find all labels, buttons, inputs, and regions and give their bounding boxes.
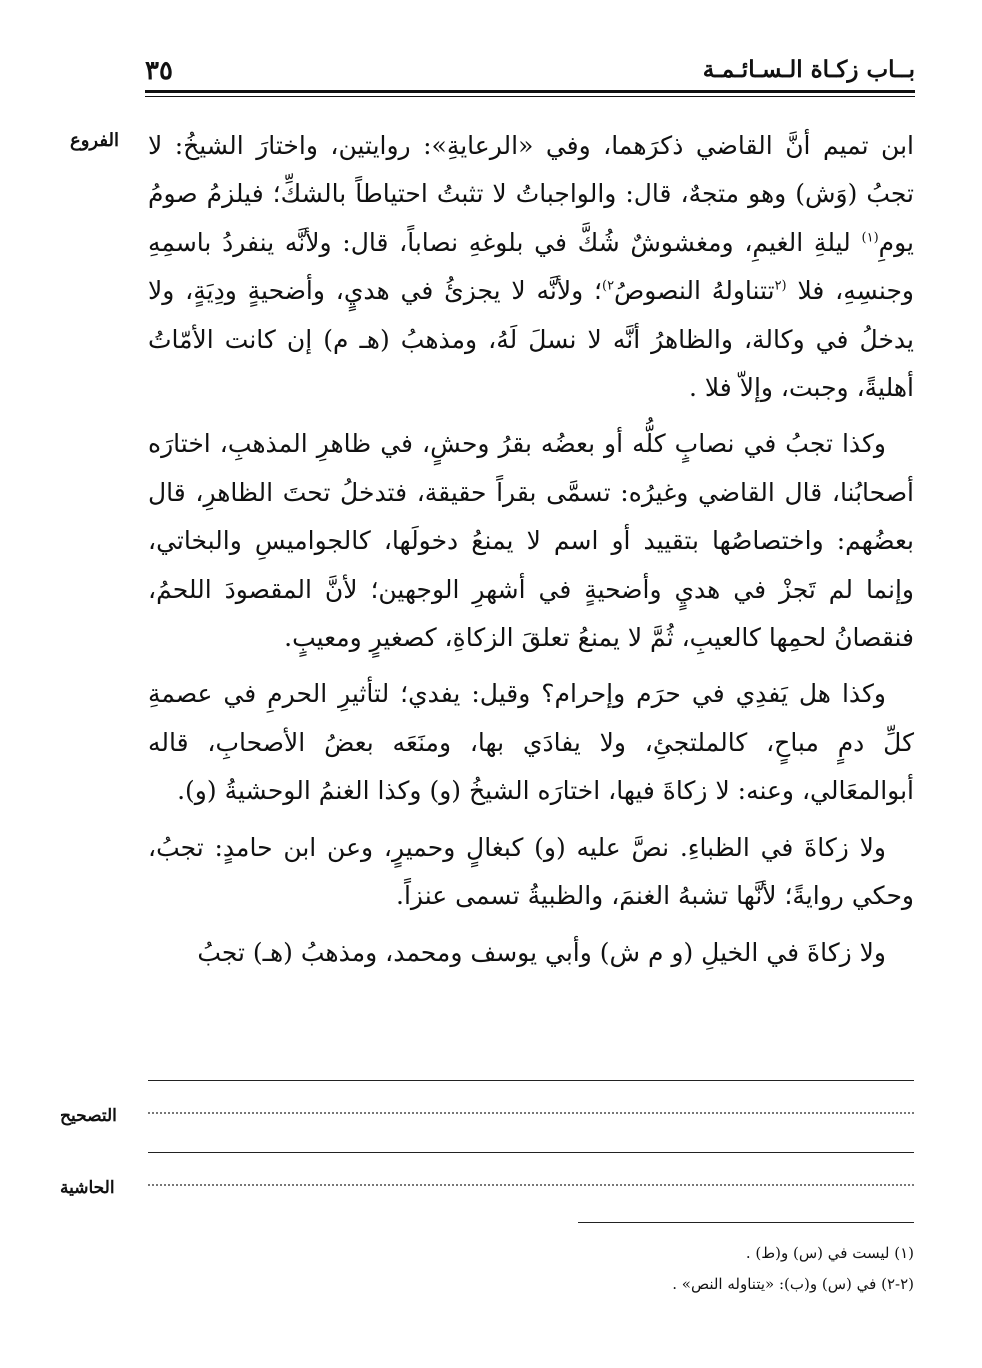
footnotes [148,1238,914,1300]
correction-label: التصحيح [60,1106,117,1126]
footnote-marker: (٢ [774,278,787,294]
paragraph-text: ابن تميم أنَّ القاضي ذكرَهما، وفي «الرعايةِ»: روايتين، واختارَ الشيخُ: لا تجبُ (وَش) وهو متجهٌ، قال: والواجباتُ لا تثبتُ احتياطاً بالشكِّ؛ فيلزمُ صومُ يومِ [148,131,914,257]
paragraph-3: وكذا هل يَفدِي في حرَم وإحرام؟ وقيل: يفدي؛ لتأثيرِ الحرمِ في عصمةِ كلِّ دمٍ مباحٍ، كالملتجئِ، ولا يفادَي بها، ومنَعَه بعضُ الأصحابِ، قاله أبوالمعَالي، وعنه: لا زكاةَ فيها، اختارَه الشيخُ (و) وكذا الغنمُ الوحشيةُ (و). [148,679,914,806]
footnote-marker: ٢) [601,278,615,294]
annotation-dotted-line [148,1184,914,1186]
footnote-rule [578,1222,914,1223]
page-header [145,52,915,92]
paragraph-4: ولا زكاةَ في الظباءِ. نصَّ عليه (و) كبغالٍ وحميرٍ، وعن ابن حامدٍ: تجبُ، وحكي روايةً؛ لأنَّها تشبهُ الغنمَ، والظبيةُ تسمى عنزاً. [148,832,914,911]
correction-dotted-line [148,1112,914,1114]
annotation-label: الحاشية [60,1178,115,1198]
main-text [148,122,914,985]
paragraph-2: وكذا تجبُ في نصابٍ كلُّه أو بعضُه بقرُ وحشٍ، في ظاهرِ المذهبِ، اختارَه أصحابُنا، قال القاضي وغيرُه: تسمَّى بقراً حقيقة، فتدخلُ تحتَ الظاهرِ، قال بعضُهم: واختصاصُها بتقييد أو اسم لا يمنعُ دخولَها، كالجواميسِ والبخاتي، وإنما لم تَجزْ في هديٍ وأضحيةٍ في أشهرِ الوجهين؛ لأنَّ المقصودَ اللحمُ، فنقصانُ لحمِها كالعيبِ، ثُمَّ لا يمنعُ تعلقَ الزكاةِ، كصغيرٍ ومعيبٍ. [148,429,914,653]
header-rule-thick [145,90,915,93]
chapter-title: بــاب زكـاة الـسـائـمـة [702,56,915,83]
page-number: ٣٥ [145,56,173,86]
header-rule-thin [145,96,915,97]
paragraph-text: تتناولهُ النصوصُ [614,276,775,306]
section-rule [148,1152,914,1153]
margin-source-label: الفروع [70,130,119,151]
text-end-rule [148,1080,914,1081]
paragraph-5: ولا زكاةَ في الخيلِ (و م ش) وأبي يوسف ومحمد، ومذهبُ (هـ) تجبُ [197,937,886,967]
paragraph-1 [148,122,914,412]
paragraph-text: ليلةِ الغيمِ، ومغشوشٌ شُكَّ في بلوغهِ نصاباً، قال: ولأنَّه ينفردُ باسمِهِ وجنسِهِ، فلا [148,227,914,306]
footnote-2: (٢-٢) في (س) و(ب): «يتناوله النص» . [672,1275,914,1293]
paragraph-text: ؛ ولأنَّه لا يجزئُ في هديٍ، وأضحيةٍ ودِيَةٍ، ولا يدخلُ في وكالة، والظاهرُ أنَّه لا نسلَ لَهُ، ومذهبُ (هـ م) إن كانت الأمّاتُ أهليةً، وجبت، وإلاّ فلا . [148,276,914,403]
footnote-marker: (١) [861,230,879,246]
footnote-1: (١) ليست في (س) و(ط) . [745,1244,914,1262]
